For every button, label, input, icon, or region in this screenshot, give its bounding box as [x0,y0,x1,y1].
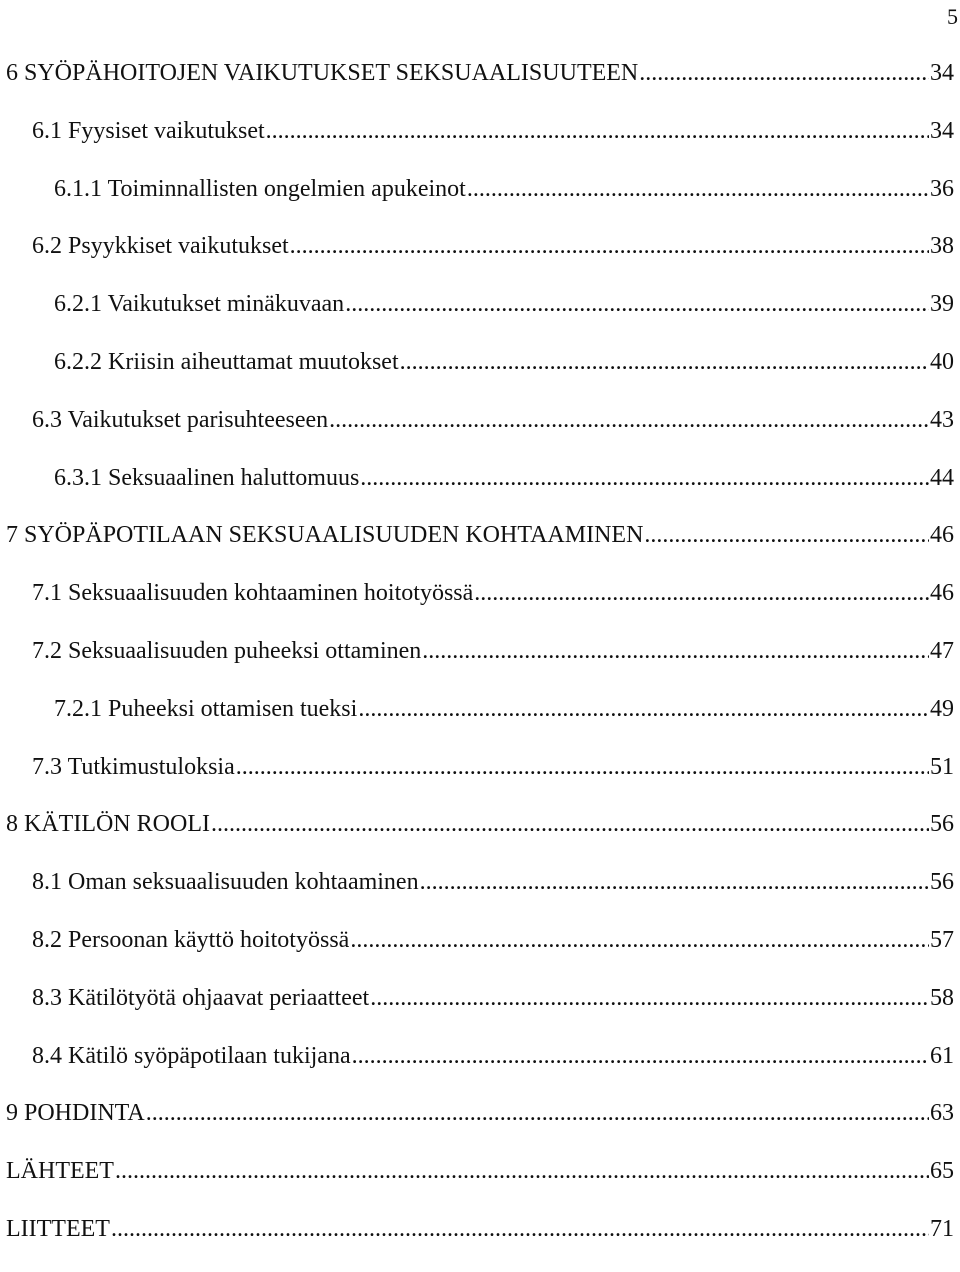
toc-page-number: 58 [930,984,954,1011]
toc-dot-leader [350,925,929,955]
toc-dot-leader [146,1098,929,1128]
toc-entry-label: 6.2.1 Vaikutukset minäkuvaan [54,291,345,318]
toc-entry[interactable] [6,463,954,521]
toc-entry-label: 8.3 Kätilötyötä ohjaavat periaatteet [32,984,370,1011]
toc-entry[interactable] [6,983,954,1041]
toc-page-number: 63 [930,1100,954,1127]
toc-entry-label: 8.4 Kätilö syöpäpotilaan tukijana [32,1042,351,1069]
toc-page-number: 57 [930,926,954,953]
toc-dot-leader [111,1214,929,1244]
toc-entry[interactable] [6,925,954,983]
toc-entry-label: 7.3 Tutkimustuloksia [32,753,235,780]
toc-dot-leader [474,578,929,608]
toc-entry-label: 6.3 Vaikutukset parisuhteeseen [32,406,329,433]
toc-dot-leader [644,520,929,550]
toc-page-number: 34 [930,117,954,144]
toc-page-number: 56 [930,869,954,896]
toc-entry-label: 9 POHDINTA [6,1100,145,1127]
toc-entry[interactable] [6,520,954,578]
toc-page-number: 34 [930,60,954,86]
toc-page-number: 61 [930,1042,954,1069]
toc-page-number: 44 [930,464,954,491]
toc-entry[interactable] [6,694,954,752]
toc-entry-label: 6.2.2 Kriisin aiheuttamat muutokset [54,348,399,375]
toc-entry[interactable] [6,867,954,925]
toc-page-number: 40 [930,348,954,375]
toc-page-number: 39 [930,291,954,318]
toc-entry[interactable] [6,116,954,174]
toc-dot-leader [400,347,929,377]
toc-page-number: 38 [930,233,954,260]
toc-entry-label: 6.3.1 Seksuaalinen haluttomuus [54,464,360,491]
toc-page-number: 56 [930,811,954,838]
toc-entry-label: LÄHTEET [6,1158,114,1185]
toc-entry-label: 8.2 Persoonan käyttö hoitotyössä [32,926,350,953]
toc-entry[interactable] [6,289,954,347]
table-of-contents [6,58,954,1272]
toc-dot-leader [266,116,929,146]
toc-entry[interactable] [6,347,954,405]
toc-dot-leader [639,58,929,88]
toc-dot-leader [352,1041,929,1071]
toc-entry-label: 6.1 Fyysiset vaikutukset [32,117,265,144]
toc-entry[interactable] [6,752,954,810]
toc-dot-leader [115,1156,929,1186]
toc-dot-leader [420,867,929,897]
toc-entry-label: 6.1.1 Toiminnallisten ongelmien apukeinot [54,175,466,202]
toc-entry-label: 7.2 Seksuaalisuuden puheeksi ottaminen [32,637,422,664]
toc-entry[interactable] [6,1041,954,1099]
toc-entry-label: 6 SYÖPÄHOITOJEN VAIKUTUKSET SEKSUAALISUUTEEN [6,60,639,86]
toc-page-number: 36 [930,175,954,202]
toc-dot-leader [290,231,929,261]
toc-entry[interactable] [6,58,954,116]
toc-dot-leader [345,289,929,319]
toc-dot-leader [329,405,929,435]
toc-dot-leader [236,752,929,782]
toc-page-number: 47 [930,637,954,664]
toc-entry[interactable] [6,174,954,232]
toc-entry[interactable] [6,1156,954,1214]
toc-dot-leader [360,463,929,493]
toc-dot-leader [467,174,929,204]
toc-entry-label: 6.2 Psyykkiset vaikutukset [32,233,289,260]
toc-entry[interactable] [6,231,954,289]
toc-page-number: 51 [930,753,954,780]
toc-dot-leader [358,694,929,724]
toc-entry-label: 7 SYÖPÄPOTILAAN SEKSUAALISUUDEN KOHTAAMINEN [6,522,644,549]
toc-page-number: 46 [930,522,954,549]
toc-entry[interactable] [6,578,954,636]
toc-page-number: 65 [930,1158,954,1185]
toc-page-number: 46 [930,580,954,607]
toc-dot-leader [422,636,929,666]
toc-page-number: 71 [930,1215,954,1242]
toc-entry-label: 8.1 Oman seksuaalisuuden kohtaaminen [32,869,419,896]
toc-entry[interactable] [6,636,954,694]
toc-dot-leader [370,983,929,1013]
toc-entry-label: 7.1 Seksuaalisuuden kohtaaminen hoitotyössä [32,580,474,607]
toc-entry-label: 7.2.1 Puheeksi ottamisen tueksi [54,695,358,722]
toc-entry[interactable] [6,809,954,867]
toc-page-number: 43 [930,406,954,433]
toc-entry[interactable] [6,405,954,463]
toc-entry[interactable] [6,1214,954,1272]
toc-entry[interactable] [6,1098,954,1156]
toc-entry-label: LIITTEET [6,1215,110,1242]
toc-page-number: 49 [930,695,954,722]
toc-entry-label: 8 KÄTILÖN ROOLI [6,811,210,838]
page-number: 5 [947,4,958,29]
toc-dot-leader [211,809,929,839]
